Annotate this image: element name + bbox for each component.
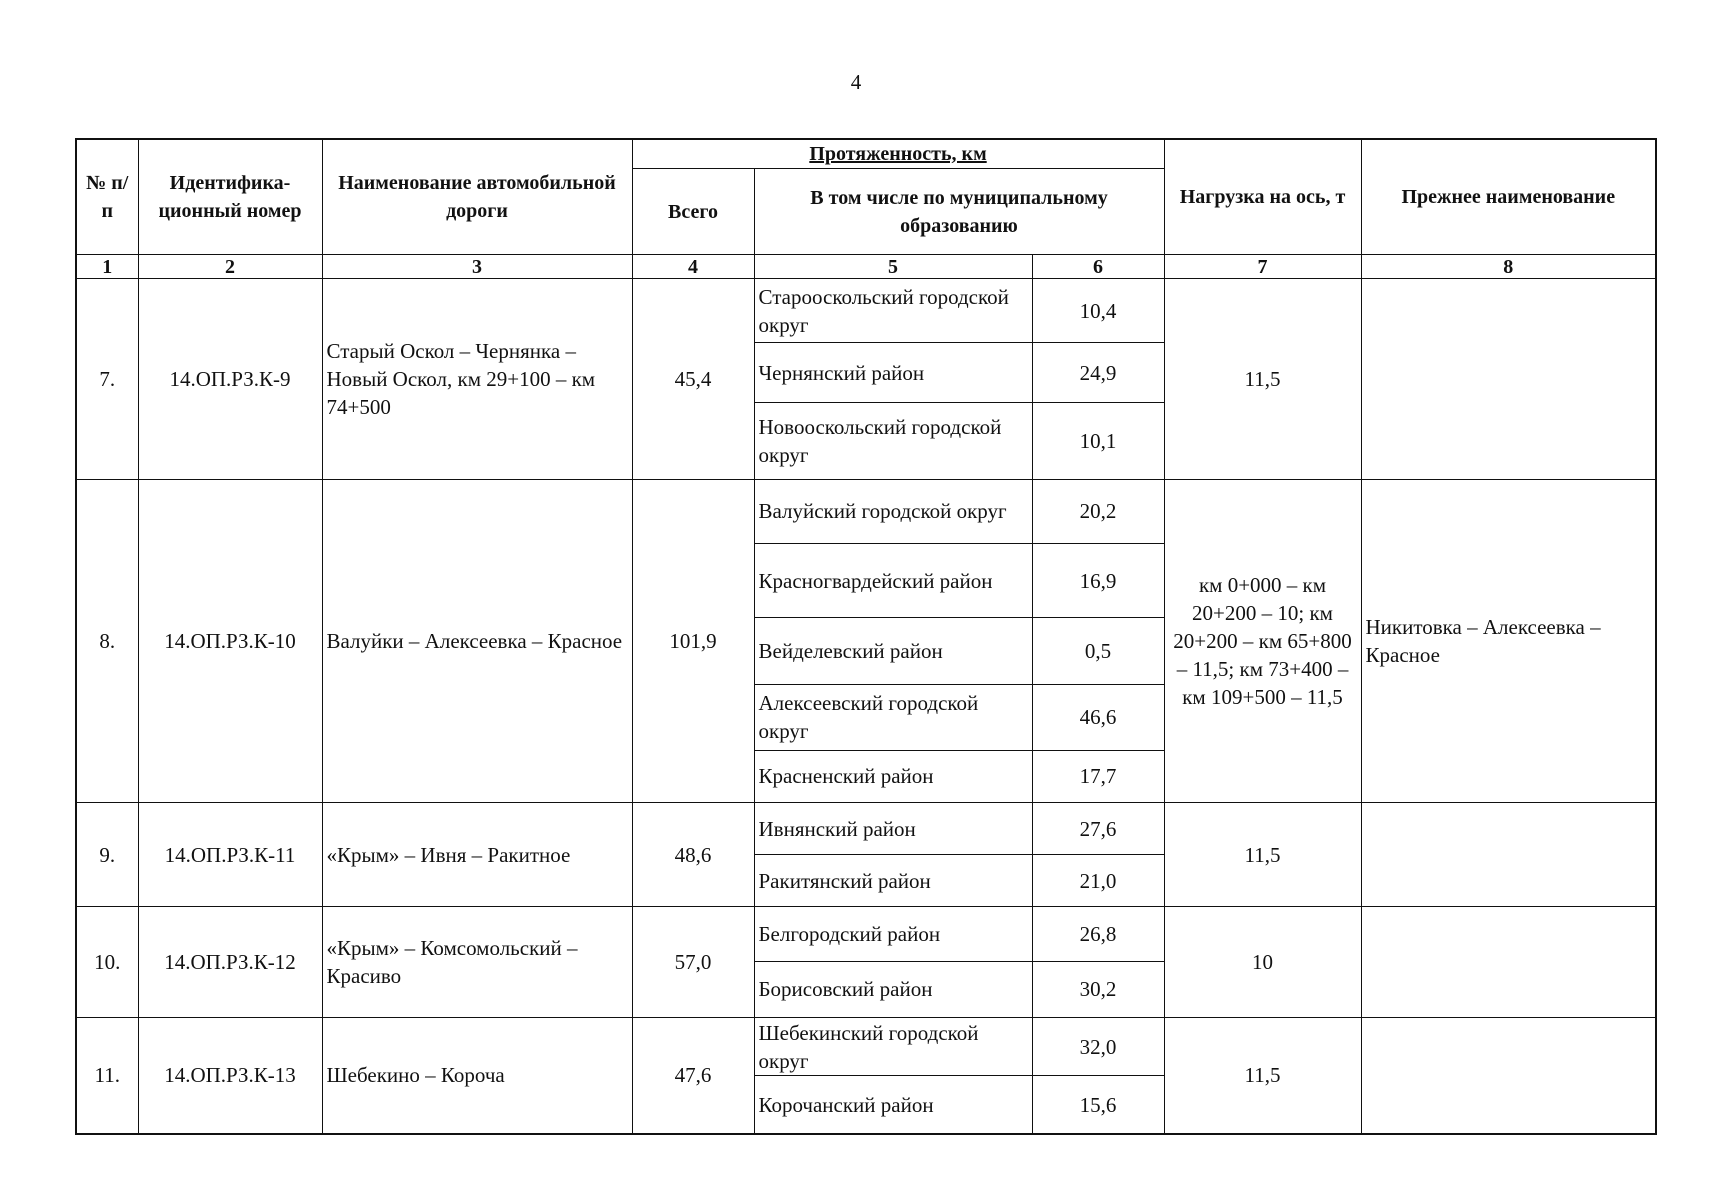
- municipality-name: Алексеевский городской округ: [754, 684, 1032, 750]
- municipality-length: 10,4: [1032, 279, 1164, 343]
- header-total: Всего: [632, 169, 754, 255]
- road-name: «Крым» – Комсомольский – Красиво: [322, 907, 632, 1017]
- page-number: 4: [850, 70, 862, 94]
- municipality-length: 15,6: [1032, 1076, 1164, 1134]
- header-road-name: Наименование автомобильной дороги: [322, 139, 632, 255]
- municipality-length: 10,1: [1032, 403, 1164, 479]
- municipality-name: Вейделевский район: [754, 618, 1032, 684]
- road-id: 14.ОП.РЗ.К-13: [138, 1017, 322, 1134]
- former-name: [1361, 1017, 1656, 1134]
- former-name: [1361, 279, 1656, 480]
- column-number: 1: [76, 255, 138, 279]
- road-id: 14.ОП.РЗ.К-12: [138, 907, 322, 1017]
- table-row: [76, 279, 1656, 343]
- axle-load: 11,5: [1164, 803, 1361, 907]
- row-number: 9.: [76, 803, 138, 907]
- axle-load: 11,5: [1164, 279, 1361, 480]
- header-num: № п/п: [76, 139, 138, 255]
- municipality-length: 30,2: [1032, 961, 1164, 1017]
- road-name: Шебекино – Короча: [322, 1017, 632, 1134]
- table-row: [76, 803, 1656, 855]
- road-total-length: 48,6: [632, 803, 754, 907]
- municipality-name: Ракитянский район: [754, 855, 1032, 907]
- header-former-name: Прежнее наименование: [1361, 139, 1656, 255]
- municipality-length: 26,8: [1032, 907, 1164, 961]
- road-name: Валуйки – Алексеевка – Красное: [322, 479, 632, 802]
- municipality-length: 24,9: [1032, 343, 1164, 403]
- municipality-name: Белгородский район: [754, 907, 1032, 961]
- row-number: 10.: [76, 907, 138, 1017]
- municipality-name: Борисовский район: [754, 961, 1032, 1017]
- header-axle-load: Нагрузка на ось, т: [1164, 139, 1361, 255]
- column-number: 5: [754, 255, 1032, 279]
- municipality-name: Валуйский городской округ: [754, 479, 1032, 543]
- column-number: 3: [322, 255, 632, 279]
- road-total-length: 45,4: [632, 279, 754, 480]
- road-name: «Крым» – Ивня – Ракитное: [322, 803, 632, 907]
- municipality-name: Чернянский район: [754, 343, 1032, 403]
- column-number: 2: [138, 255, 322, 279]
- column-number: 4: [632, 255, 754, 279]
- municipality-length: 0,5: [1032, 618, 1164, 684]
- municipality-name: Шебекинский городской округ: [754, 1017, 1032, 1075]
- road-name: Старый Оскол – Чернянка – Новый Оскол, км 29+100 – км 74+500: [322, 279, 632, 480]
- road-id: 14.ОП.РЗ.К-9: [138, 279, 322, 480]
- former-name: [1361, 907, 1656, 1017]
- axle-load: км 0+000 – км 20+200 – 10; км 20+200 – км 65+800 – 11,5; км 73+400 – км 109+500 – 11,5: [1164, 479, 1361, 802]
- header-by-municipality: В том числе по муниципальному образованию: [754, 169, 1164, 255]
- column-number: 6: [1032, 255, 1164, 279]
- municipality-name: Ивнянский район: [754, 803, 1032, 855]
- road-total-length: 101,9: [632, 479, 754, 802]
- municipality-length: 27,6: [1032, 803, 1164, 855]
- column-number: 7: [1164, 255, 1361, 279]
- municipality-length: 17,7: [1032, 750, 1164, 802]
- municipality-length: 16,9: [1032, 544, 1164, 618]
- municipality-name: Красненский район: [754, 750, 1032, 802]
- table-row: [76, 907, 1656, 961]
- row-number: 8.: [76, 479, 138, 802]
- road-total-length: 57,0: [632, 907, 754, 1017]
- municipality-name: Новооскольский городской округ: [754, 403, 1032, 479]
- road-id: 14.ОП.РЗ.К-11: [138, 803, 322, 907]
- header-id: Идентифика-ционный номер: [138, 139, 322, 255]
- municipality-name: Корочанский район: [754, 1076, 1032, 1134]
- road-total-length: 47,6: [632, 1017, 754, 1134]
- row-number: 11.: [76, 1017, 138, 1134]
- roads-table: [75, 138, 1657, 1135]
- header-length-group: Протяженность, км: [632, 139, 1164, 169]
- axle-load: 10: [1164, 907, 1361, 1017]
- axle-load: 11,5: [1164, 1017, 1361, 1134]
- former-name: Никитовка – Алексеевка – Красное: [1361, 479, 1656, 802]
- former-name: [1361, 803, 1656, 907]
- municipality-length: 32,0: [1032, 1017, 1164, 1075]
- municipality-length: 20,2: [1032, 479, 1164, 543]
- municipality-name: Старооскольский городской округ: [754, 279, 1032, 343]
- column-number: 8: [1361, 255, 1656, 279]
- row-number: 7.: [76, 279, 138, 480]
- municipality-length: 21,0: [1032, 855, 1164, 907]
- road-id: 14.ОП.РЗ.К-10: [138, 479, 322, 802]
- table-row: [76, 479, 1656, 543]
- municipality-length: 46,6: [1032, 684, 1164, 750]
- table-row: [76, 1017, 1656, 1075]
- municipality-name: Красногвардейский район: [754, 544, 1032, 618]
